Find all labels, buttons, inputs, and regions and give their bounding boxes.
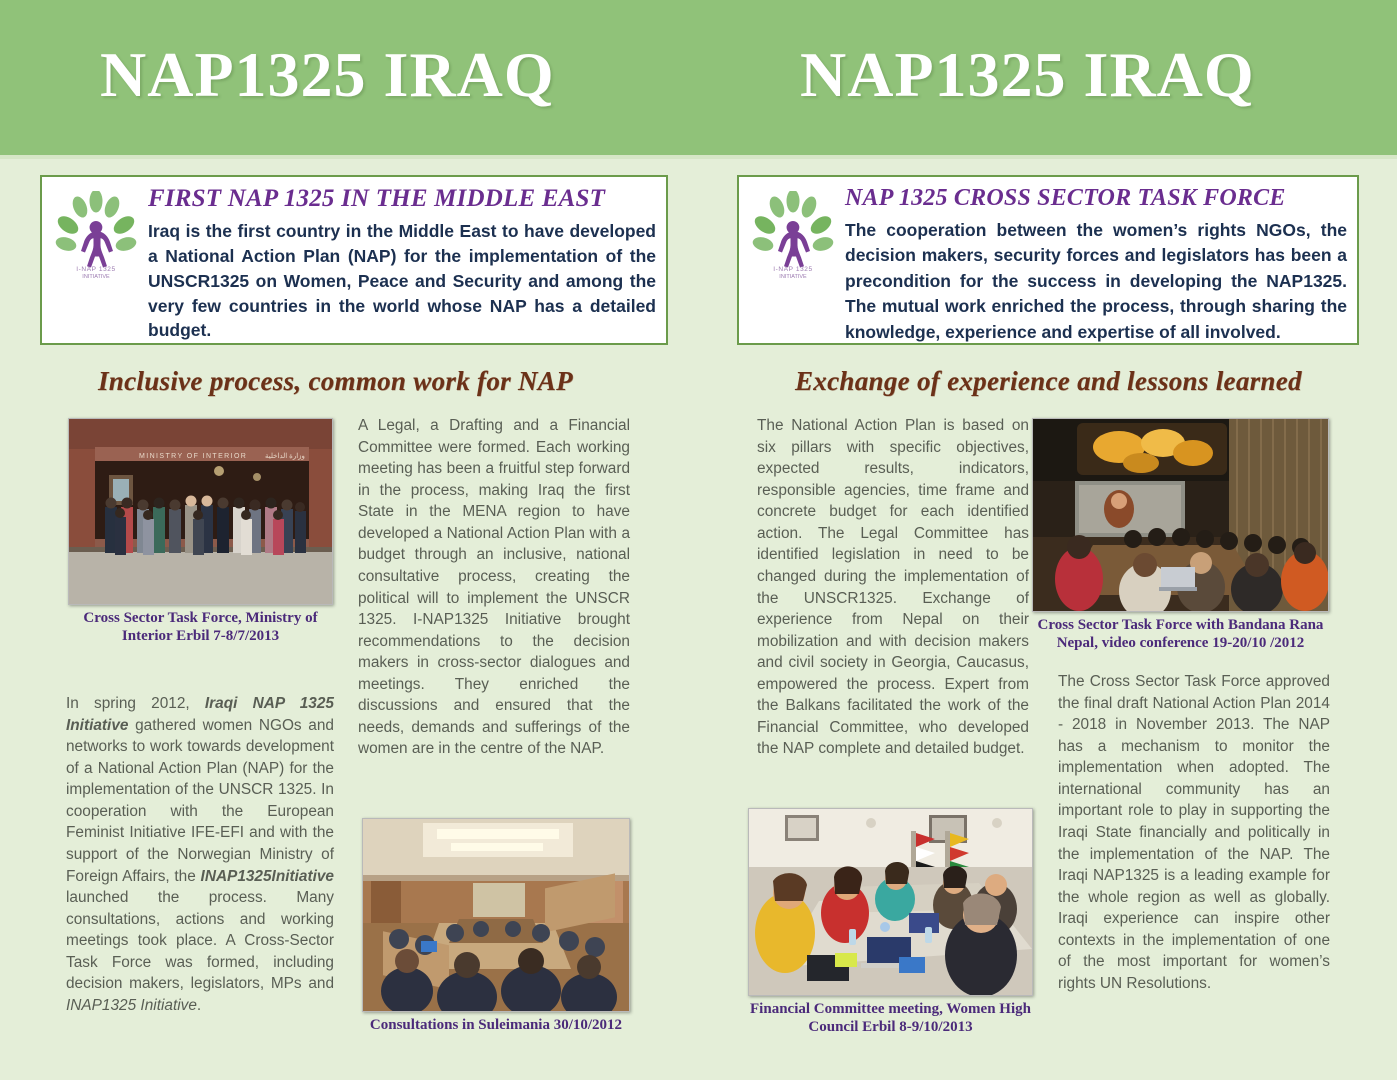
svg-text:I-NAP 1325: I-NAP 1325 [773, 266, 813, 273]
section-heading-exchange-of-experience: Exchange of experience and lessons learned [795, 366, 1302, 396]
figure-video-conference-bandana-rana [1032, 418, 1329, 652]
infobox-cross-sector-task-force [737, 175, 1359, 345]
text-run-bold-italic: Iraqi NAP 1325 Initiative [66, 695, 334, 734]
photo-ministry-of-interior [68, 418, 333, 605]
column-4-paragraph: The Cross Sector Task Force approved the final draft National Action Plan 2014 - 2018 in November 2013. The NAP has a mechanism to monitor the implementation when adopted. The international community has an important role to play in supporting the Iraqi State financially and politically in the implementation of the NAP. The Iraqi NAP1325 is a leading example for the whole region as well as globally. Iraqi experience can inspire other contexts in the implementation of one of the most important for women’s rights UN Resolutions. [1058, 673, 1330, 992]
text-run-bold-italic: INAP1325Initiative [200, 867, 334, 885]
figure-cross-sector-task-force-ministry [68, 418, 333, 645]
photo-consultations-hall [362, 818, 630, 1012]
figure-financial-committee-meeting [748, 808, 1033, 1036]
infobox-title: NAP 1325 CROSS SECTOR TASK FORCE [845, 185, 1286, 211]
svg-text:MINISTRY OF INTERIOR: MINISTRY OF INTERIOR [139, 453, 248, 460]
figure-caption: Cross Sector Task Force with Bandana Rana Nepal, video conference 19-20/10 /2012 [1037, 617, 1324, 651]
text-run: . [196, 996, 202, 1014]
photo-video-conference [1032, 418, 1329, 612]
nap1325-initiative-logo-icon [751, 191, 835, 283]
text-run: launched the process. Many consultations, actions and working meetings took place. A Cross-Sector Task Force was formed, including decision makers, legislators, MPs and [66, 889, 334, 993]
text-run: gathered women NGOs and networks to work towards development of a National Action Plan (NAP) for the implementation of the UNSCR 1325. In cooperation with the European Feminist Initiative IFE-EFI and with the support of the Norwegian Ministry of Foreign Affairs, the [66, 716, 334, 885]
svg-text:وزارة الداخلية: وزارة الداخلية [265, 453, 305, 460]
svg-text:INITIATIVE: INITIATIVE [82, 274, 110, 280]
page-header [0, 0, 1397, 159]
header-title-left: NAP1325 IRAQ [100, 39, 555, 110]
infobox-text: The cooperation between the women’s rights NGOs, the decision makers, security forces and legislators has been a precondition for the success in developing the NAP1325. The mutual work enriched the process, through sharing the knowledge, experience and expertise of all involved. [845, 220, 1347, 342]
svg-text:INITIATIVE: INITIATIVE [779, 274, 807, 280]
infobox-text: Iraq is the first country in the Middle East to have developed a National Action Plan (NAP) for the implementation of the UNSCR1325 on Women, Peace and Security and among the very few countries in the world whose NAP has a detailed budget. [148, 221, 656, 341]
infobox-title: FIRST NAP 1325 IN THE MIDDLE EAST [148, 185, 606, 212]
figure-caption: Financial Committee meeting, Women High Council Erbil 8-9/10/2013 [750, 1001, 1031, 1035]
logo-wrap [48, 183, 144, 337]
figure-caption: Consultations in Suleimania 30/10/2012 [369, 1017, 623, 1033]
header-title-right: NAP1325 IRAQ [800, 39, 1255, 110]
column-2-paragraph: A Legal, a Drafting and a Financial Committee were formed. Each working meeting has been a fruitful step forward in the process, making Iraq the first State in the MENA region to have developed a National Action Plan with a budget through an inclusive, national consultative process, creating the political will to implement the UNSCR 1325. I-NAP1325 Initiative brought recommendations to the decision makers in cross-sector dialogues and meetings. They enriched the discussions and ensured that the needs, demands and sufferings of the women are in the centre of the NAP. [358, 417, 630, 758]
text-run-italic: INAP1325 Initiative [66, 996, 197, 1014]
logo-wrap [745, 183, 841, 337]
figure-consultations-suleimania [362, 818, 630, 1035]
column-3-paragraph: The National Action Plan is based on six pillars with specific objectives, expected results, indicators, responsible agencies, time frame and concrete budget for each identified action. The Legal Committee has identified legislation in need to be changed during the implementation of the UNSCR1325. Exchange of experience from Nepal on their mobilization and with decision makers and civil society in Georgia, Caucasus, empowered the process. Expert from the Balkans facilitated the work of the Financial Committee, who developed the NAP complete and detailed budget. [757, 417, 1029, 758]
text-run: In spring 2012, [66, 695, 205, 712]
section-heading-inclusive-process: Inclusive process, common work for NAP [98, 366, 573, 396]
svg-text:I-NAP 1325: I-NAP 1325 [76, 266, 116, 273]
column-1-paragraph [66, 693, 334, 1016]
infobox-body [144, 183, 656, 341]
infobox-body [841, 183, 1347, 342]
nap1325-initiative-logo-icon [54, 191, 138, 283]
infobox-first-nap [40, 175, 668, 345]
photo-financial-committee [748, 808, 1033, 996]
figure-caption: Cross Sector Task Force, Ministry of Interior Erbil 7-8/7/2013 [83, 610, 318, 644]
